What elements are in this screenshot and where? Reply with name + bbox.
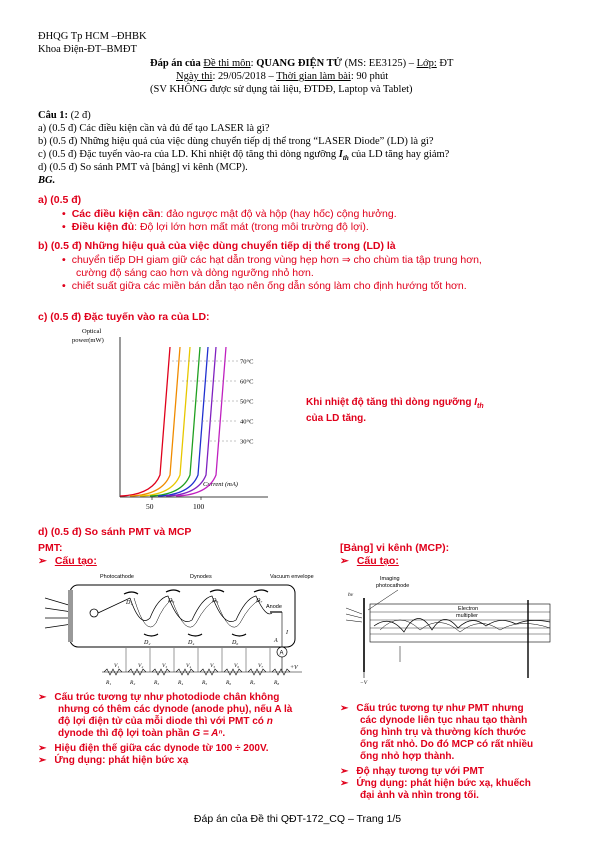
- chart-curves: [120, 347, 226, 496]
- mcp-electron-path: [374, 618, 550, 632]
- chart-series-label-5: 30°C: [240, 438, 254, 446]
- chart-curve-7: [176, 347, 226, 496]
- pmt-point-1: ➢ Cấu trúc tương tự như photodiode chân không nhưng có thêm các dynode (anode phụ), nếu A là độ lợi điện tử của mỗi diode thì với PMT có n dynode thì độ lợi toàn phần G = Aⁿ.: [38, 692, 293, 739]
- pmt-envelope: [70, 585, 295, 647]
- faculty-name: Khoa Điện-ĐT–BMĐT: [38, 44, 137, 55]
- question-label: Câu 1: (2 đ): [38, 110, 91, 121]
- svg-text:R₆: R₆: [226, 680, 232, 686]
- question-d: d) (0.5 đ) So sánh PMT và [bảng] vi kênh (MCP).: [38, 162, 248, 173]
- svg-text:D₃: D₃: [168, 598, 175, 604]
- ld-characteristic-chart: [70, 325, 270, 517]
- chart-ylabel-2: power(mW): [72, 337, 104, 344]
- answer-a-heading: a) (0.5 đ): [38, 194, 82, 206]
- chart-xtick-label-2: 100: [193, 502, 205, 511]
- svg-text:+V: +V: [290, 665, 298, 671]
- answer-b-bullet-1-cont: cường độ sáng cao hơn và dòng ngưỡng nhỏ hơn.: [76, 267, 314, 279]
- question-b: b) (0.5 đ) Những hiệu quả của việc dùng chuyển tiếp dị thể trong “LASER Diode” (LD) là gì?: [38, 136, 434, 147]
- mcp-point-3: ➢ Ứng dụng: phát hiện bức xạ, khuếch đại ảnh và nhìn trong tối.: [340, 778, 531, 801]
- pmt-resistor-chain: [104, 648, 290, 675]
- answer-d-heading: d) (0.5 đ) So sánh PMT và MCP: [38, 526, 192, 538]
- answer-a-bullet-2: • Điều kiện đủ: Độ lợi lớn hơn mất mát (trong môi trường độ lợi).: [62, 221, 369, 233]
- svg-text:V₆: V₆: [234, 663, 240, 669]
- pmt-label-anode: Anode: [266, 604, 282, 610]
- page-footer: Đáp án của Đề thi QĐT-172_CQ – Trang 1/5: [193, 813, 402, 825]
- pmt-window: [68, 590, 73, 642]
- svg-text:D₇: D₇: [256, 598, 263, 604]
- svg-text:R₅: R₅: [202, 680, 208, 686]
- mcp-structure-label: ➢ Cấu tạo:: [340, 555, 399, 567]
- svg-text:V₅: V₅: [210, 663, 216, 669]
- pmt-label-photocathode: Photocathode: [100, 574, 134, 580]
- svg-text:D₅: D₅: [212, 598, 219, 604]
- mcp-point-1: ➢ Cấu trúc tương tự như PMT nhưng các dynode liên tục nhau tạo thành ống hình trụ và thường kích thước ống rất nhỏ. Do đó MCP có rất nhiều ống nhỏ hợp thành.: [340, 703, 534, 762]
- chart-series-label-1: 70°C: [240, 358, 254, 366]
- svg-text:−V: −V: [360, 680, 368, 686]
- svg-text:R₄: R₄: [178, 680, 184, 686]
- svg-text:R₁: R₁: [106, 680, 112, 686]
- chart-series-label-2: 60°C: [240, 378, 254, 386]
- pmt-electron-path: [130, 596, 272, 622]
- dynode-1: [124, 592, 138, 594]
- exam-title: Đáp án của Đề thi môn: QUANG ĐIỆN TỬ (MS: EE3125) – Lớp: ĐT: [150, 58, 454, 69]
- svg-text:D₂: D₂: [144, 640, 151, 646]
- dynode-2: [144, 634, 158, 636]
- svg-text:V₁: V₁: [114, 663, 120, 669]
- chart-curve-6: [166, 347, 216, 496]
- mcp-title: [Bảng] vi kênh (MCP):: [340, 542, 450, 554]
- svg-text:A: A: [279, 650, 284, 657]
- svg-text:multiplier: multiplier: [456, 613, 479, 619]
- svg-text:R₃: R₃: [154, 680, 160, 686]
- pmt-diagram: [40, 568, 320, 692]
- pmt-label-vacuum: Vacuum envelope: [270, 574, 314, 580]
- exam-date-line: Ngày thi: 29/05/2018 – Thời gian làm bài: 90 phút: [176, 71, 389, 82]
- pmt-title: PMT:: [38, 542, 63, 554]
- chart-series-label-3: 50°C: [240, 398, 254, 406]
- chart-curve-3: [140, 347, 190, 496]
- pmt-photocathode-spot: [90, 609, 98, 617]
- pmt-point-2: ➢ Hiệu điện thế giữa các dynode từ 100 ÷ 200V.: [38, 743, 269, 754]
- university-name: ĐHQG Tp HCM –ĐHBK: [38, 31, 147, 42]
- chart-series-labels: [172, 359, 253, 446]
- answer-heading: BG.: [38, 175, 56, 186]
- pmt-structure-label: ➢ Cấu tạo:: [38, 555, 97, 567]
- mcp-point-2: ➢ Độ nhạy tương tự với PMT: [340, 766, 484, 777]
- answer-b-bullet-2: • chiết suất giữa các miền bán dẫn tạo nên ống dẫn sóng làm cho định hướng tốt hơn.: [62, 280, 467, 292]
- svg-text:hv: hv: [348, 592, 354, 598]
- chart-xlabel: Current (mA): [203, 481, 238, 488]
- chart-ylabel-1: Optical: [82, 328, 102, 335]
- chart-series-label-4: 40°C: [240, 418, 254, 426]
- dynode-4: [188, 634, 202, 636]
- svg-text:V₂: V₂: [138, 663, 144, 669]
- svg-text:V₇: V₇: [258, 663, 264, 669]
- chart-xtick-label-1: 50: [146, 502, 154, 511]
- svg-text:R₈: R₈: [274, 680, 280, 686]
- svg-text:D₄: D₄: [188, 640, 195, 646]
- answer-b-heading: b) (0.5 đ) Những hiệu quả của việc dùng chuyển tiếp dị thể trong (LD) là: [38, 240, 396, 252]
- svg-text:R₂: R₂: [130, 680, 136, 686]
- answer-c-remark: Khi nhiệt độ tăng thì dòng ngưỡng $I_{th}$ của LD tăng.: [306, 397, 484, 424]
- dynode-6: [232, 634, 246, 636]
- chart-curve-5: [158, 347, 208, 496]
- pmt-point-3: ➢ Ứng dụng: phát hiện bức xạ: [38, 755, 189, 766]
- answer-c-heading: c) (0.5 đ) Đặc tuyến vào ra của LD:: [38, 311, 210, 323]
- exam-note: (SV KHÔNG được sử dụng tài liệu, ĐTDĐ, Laptop và Tablet): [150, 84, 413, 95]
- svg-text:R₇: R₇: [250, 680, 256, 686]
- svg-text:D₁: D₁: [126, 600, 133, 606]
- dynode-7: [254, 590, 268, 592]
- question-a: a) (0.5 đ) Các điều kiện cần và đủ để tạo LASER là gì?: [38, 123, 270, 134]
- dynode-5: [210, 590, 224, 592]
- svg-text:I: I: [286, 630, 288, 636]
- svg-text:D₆: D₆: [232, 640, 239, 646]
- chart-curve-4: [150, 347, 200, 496]
- answer-b-bullet-1: • chuyển tiếp DH giam giữ các hạt dẫn trong vùng hẹp hơn ⇒ cho chùm tia tập trung hơn,: [62, 254, 482, 266]
- pmt-label-dynodes: Dynodes: [190, 574, 212, 580]
- chart-curve-2: [130, 347, 180, 496]
- chart-curve-1: [120, 347, 170, 496]
- svg-text:Imaging: Imaging: [380, 576, 400, 582]
- svg-text:V₃: V₃: [162, 663, 168, 669]
- svg-text:A: A: [274, 638, 278, 644]
- svg-text:photocathode: photocathode: [376, 583, 410, 589]
- dynode-3: [166, 590, 180, 592]
- question-c: c) (0.5 đ) Đặc tuyến vào-ra của LD. Khi nhiệt độ tăng thì dòng ngưỡng $I_{th}$ của LD tăng hay giảm?: [38, 149, 450, 163]
- answer-a-bullet-1: • Các điều kiện cần: đảo ngược mật độ và hộp (hay hốc) cộng hưởng.: [62, 208, 397, 220]
- svg-text:Electron: Electron: [458, 606, 479, 612]
- svg-text:V₄: V₄: [186, 663, 192, 669]
- mcp-diagram: [340, 570, 560, 698]
